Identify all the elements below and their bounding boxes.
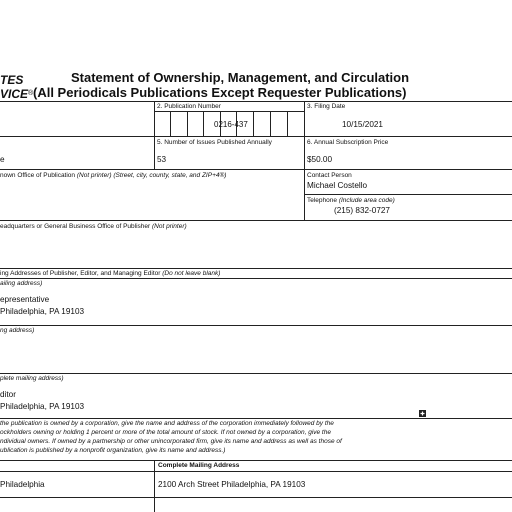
hq-label-note: (Not printer) <box>152 223 187 230</box>
section10-text-line3: ndividual owners. If owned by a partnership or other unincorporated firm, give its name and address as well as those of <box>0 438 342 445</box>
rule <box>0 497 512 498</box>
plus-icon <box>419 410 426 417</box>
mailing-address-column-header: Complete Mailing Address <box>158 462 240 469</box>
hq-label <box>0 223 187 231</box>
number-box <box>270 111 271 136</box>
rule <box>0 418 512 419</box>
rule <box>0 471 512 472</box>
section9-heading <box>0 270 220 278</box>
publication-number[interactable]: 0216-437 <box>214 120 248 129</box>
registered-mark: ® <box>28 90 34 97</box>
usps-logo-line2: VICE <box>0 87 29 101</box>
phone-label-text: Telephone <box>307 197 339 204</box>
frequency-value[interactable]: e <box>0 155 5 164</box>
issues-value[interactable]: 53 <box>157 155 167 164</box>
filing-date[interactable]: 10/15/2021 <box>342 120 383 129</box>
rule <box>154 111 304 112</box>
rule <box>0 169 512 170</box>
office-label-note: (Not printer) (Street, city, county, state, and ZIP+4®) <box>76 172 227 179</box>
rule <box>0 325 512 326</box>
usps-logo-line1: TES <box>0 73 24 87</box>
rule <box>0 460 512 461</box>
rule <box>0 373 512 374</box>
rule <box>0 268 512 269</box>
section10-text-line1: the publication is owned by a corporation, give the name and address of the corporation immediately followed by the <box>0 420 334 427</box>
phone-label-note: (Include area code) <box>338 197 395 204</box>
number-box <box>203 111 204 136</box>
section9-heading-text: ing Addresses of Publisher, Editor, and Managing Editor <box>0 270 163 277</box>
editor-note: ng address) <box>0 327 35 334</box>
rule <box>0 278 512 279</box>
number-box <box>287 111 288 136</box>
price-label: 6. Annual Subscription Price <box>307 139 389 146</box>
contact-value[interactable]: Michael Costello <box>307 181 368 190</box>
form-subtitle: (All Periodicals Publications Except Requester Publications) <box>33 85 407 100</box>
contact-label: Contact Person <box>307 172 352 179</box>
section10-text-line2: ockholders owning or holding 1 percent or more of the total amount of stock. If not owned by a corporation, give the <box>0 429 331 436</box>
issues-label: 5. Number of Issues Published Annually <box>157 139 272 146</box>
publisher-note: ailing address) <box>0 280 43 287</box>
office-label <box>0 172 226 180</box>
phone-label <box>307 197 395 205</box>
rule <box>304 101 305 220</box>
add-row-button[interactable] <box>419 410 426 417</box>
price-value[interactable]: $50.00 <box>307 155 333 164</box>
number-box <box>253 111 254 136</box>
form-title: Statement of Ownership, Management, and Circulation <box>71 70 410 85</box>
section9-heading-note: (Do not leave blank) <box>162 270 221 277</box>
rule <box>0 136 512 137</box>
phone-value[interactable]: (215) 832-0727 <box>334 206 390 215</box>
filing-date-label: 3. Filing Date <box>307 103 346 110</box>
rule <box>0 220 512 221</box>
managing-editor-line2[interactable]: Philadelphia, PA 19103 <box>0 402 85 411</box>
rule <box>304 194 512 195</box>
office-label-text: nown Office of Publication <box>0 172 77 179</box>
publisher-line1[interactable]: epresentative <box>0 295 50 304</box>
publisher-line2[interactable]: Philadelphia, PA 19103 <box>0 307 85 316</box>
owner-address[interactable]: 2100 Arch Street Philadelphia, PA 19103 <box>158 480 306 489</box>
rule <box>154 460 155 512</box>
publication-number-label: 2. Publication Number <box>157 103 221 110</box>
section10-text-line4: ublication is published by a nonprofit organization, give its name and address.) <box>0 447 226 454</box>
number-box <box>187 111 188 136</box>
hq-label-text: eadquarters or General Business Office of Publisher <box>0 223 152 230</box>
managing-editor-line1[interactable]: ditor <box>0 390 16 399</box>
number-box <box>170 111 171 136</box>
owner-name[interactable]: Philadelphia <box>0 480 45 489</box>
rule <box>0 101 512 102</box>
managing-editor-note: plete mailing address) <box>0 375 64 382</box>
